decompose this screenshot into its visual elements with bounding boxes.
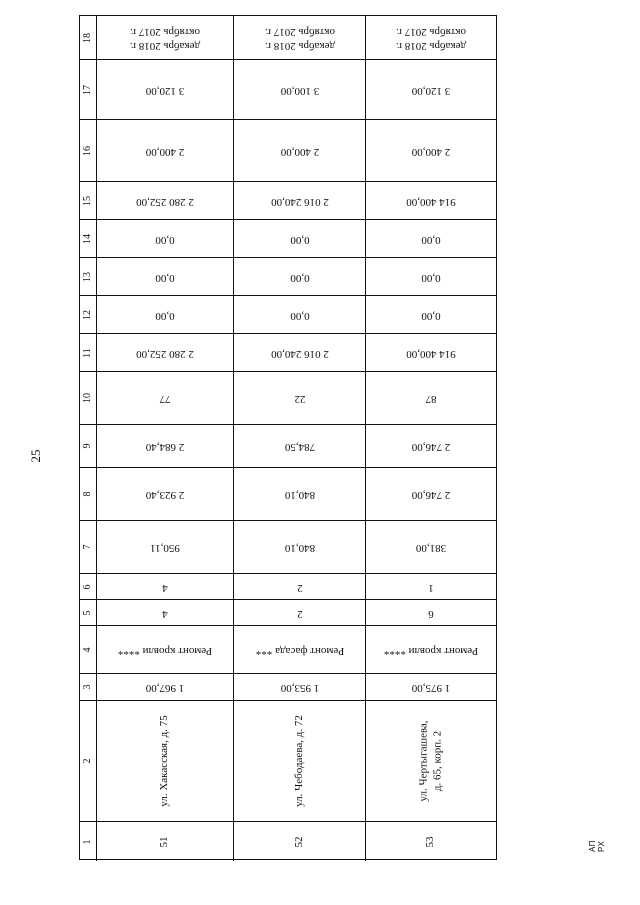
table-cell: [97, 674, 234, 700]
column-number: 16: [81, 145, 93, 156]
table-cell: [234, 701, 366, 821]
cell-value: 840,10: [284, 488, 315, 501]
table-cell: [234, 674, 366, 700]
row-number: 53: [424, 836, 437, 847]
table-cell: [234, 626, 366, 673]
table-cell: [97, 182, 234, 219]
cell-value: 0,00: [289, 309, 310, 322]
table-cell: [97, 574, 234, 599]
table-cell: [234, 334, 366, 371]
table-cell: [366, 334, 496, 371]
table-cell: [97, 521, 234, 573]
cell-value: 2 746,00: [411, 440, 451, 453]
table-cell: [366, 521, 496, 573]
address-line: ул. Чертыгашева,: [417, 720, 430, 802]
work-type: Ремонт фасада ***: [255, 644, 344, 657]
table-cell: [366, 220, 496, 257]
cell-value: 0,00: [421, 271, 441, 284]
cell-value: 2 923,40: [145, 488, 185, 501]
column-number: 7: [81, 544, 93, 550]
table-cell: [366, 822, 496, 861]
cell-value: 0,00: [289, 233, 310, 246]
column-number-cell: [80, 674, 97, 700]
cell-value: 77: [159, 392, 171, 405]
cell-value: 87: [425, 392, 437, 405]
table-cell: [97, 296, 234, 333]
table-cell: [234, 468, 366, 520]
table-cell: [366, 182, 496, 219]
cell-value: 2 280 252,00: [136, 347, 194, 360]
table-row-col11: [80, 334, 496, 372]
period-end: декабрь 2018 г.: [264, 39, 335, 52]
table-row-col7: [80, 521, 496, 574]
column-number-cell: [80, 600, 97, 625]
cell-value: 3 120,00: [145, 84, 185, 97]
period-start: октябрь 2017 г.: [129, 25, 201, 38]
column-number-cell: [80, 626, 97, 673]
table-row-col14: [80, 220, 496, 258]
table-cell: [366, 468, 496, 520]
column-number: 8: [81, 491, 93, 497]
corner-mark: АП РХ: [588, 840, 606, 852]
address-line: ул. Чебодаева, д. 72: [292, 715, 305, 807]
table-cell: [234, 258, 366, 295]
table-cell: [97, 425, 234, 467]
column-number-cell: [80, 574, 97, 599]
table-cell: [234, 574, 366, 599]
cell-value: 2 400,00: [145, 145, 185, 158]
table-row-col4: [80, 626, 496, 674]
period-start: октябрь 2017 г.: [264, 25, 335, 38]
table-cell: [366, 258, 496, 295]
table-row-col8: [80, 468, 496, 521]
cell-value: 914 400,00: [406, 347, 456, 360]
table-cell: [234, 372, 366, 424]
table-cell: [366, 120, 496, 181]
table-cell: [97, 701, 234, 821]
table-cell: [366, 574, 496, 599]
address-cell: [158, 715, 172, 806]
table-row-col13: [80, 258, 496, 296]
cell-value: 0,00: [421, 309, 441, 322]
column-number-cell: [80, 468, 97, 520]
cell-value: 2 280 252,00: [136, 195, 194, 208]
table-cell: [234, 600, 366, 625]
table-row-col18: [80, 16, 496, 60]
cell-value: 4: [162, 607, 168, 620]
table-cell: [234, 120, 366, 181]
table-cell: [234, 296, 366, 333]
table-row-col16: [80, 120, 496, 182]
column-number-cell: [80, 258, 97, 295]
column-number: 18: [81, 32, 93, 43]
cell-value: 3 100,00: [280, 84, 319, 97]
table-cell: [97, 334, 234, 371]
table-row-col2: [80, 701, 496, 822]
cell-value: 1 953,00: [280, 681, 319, 694]
table-cell: [366, 674, 496, 700]
table-cell: [234, 220, 366, 257]
table-row-col10: [80, 372, 496, 425]
table-row-col17: [80, 60, 496, 120]
table-cell: [366, 600, 496, 625]
row-number: 51: [158, 836, 171, 847]
table-row-col6: [80, 574, 496, 600]
table-cell: [366, 16, 496, 59]
cell-value: 4: [162, 581, 168, 594]
table-cell: [234, 521, 366, 573]
column-number: 1: [81, 839, 93, 844]
row-number: 52: [292, 836, 305, 847]
column-number-cell: [80, 182, 97, 219]
cell-value: 2: [296, 607, 303, 620]
table-cell: [366, 296, 496, 333]
cell-value: 1 975,00: [411, 681, 451, 694]
address-line-2: д. 65, корп. 2: [431, 730, 443, 792]
column-number-cell: [80, 521, 97, 573]
cell-value: 2 016 240,00: [270, 195, 329, 208]
table-cell: [234, 16, 366, 59]
table-cell: [234, 425, 366, 467]
cell-value: 6: [428, 607, 434, 620]
column-number: 12: [81, 309, 93, 320]
period-cell: [264, 24, 334, 52]
table-cell: [97, 600, 234, 625]
cell-value: 381,00: [415, 541, 447, 554]
table-cell: [366, 701, 496, 821]
column-number: 6: [81, 584, 93, 589]
table-cell: [97, 120, 234, 181]
column-number-cell: [80, 372, 97, 424]
table-cell: [366, 425, 496, 467]
column-number: 3: [81, 684, 93, 690]
table-cell: [97, 626, 234, 673]
column-number-cell: [80, 425, 97, 467]
column-number: 15: [81, 195, 93, 206]
table-row-col1: [80, 822, 496, 861]
table-cell: [366, 60, 496, 119]
period-start: октябрь 2017 г.: [395, 25, 467, 38]
table-cell: [234, 60, 366, 119]
cell-value: 2 400,00: [411, 145, 451, 158]
period-end: декабрь 2018 г.: [129, 39, 201, 52]
table-cell: [97, 468, 234, 520]
cell-value: 1 967,00: [145, 681, 185, 694]
column-number-cell: [80, 60, 97, 119]
work-type: Ремонт кровли ****: [383, 644, 479, 657]
cell-value: 1: [428, 581, 434, 594]
table-cell: [97, 372, 234, 424]
cell-value: 950,11: [150, 541, 180, 554]
table-cell: [366, 372, 496, 424]
column-number-cell: [80, 822, 97, 861]
table-cell: [234, 182, 366, 219]
cell-value: 0,00: [155, 233, 175, 246]
period-end: декабрь 2018 г.: [395, 39, 467, 52]
column-number-cell: [80, 334, 97, 371]
table-row-col9: [80, 425, 496, 468]
table-row-col3: [80, 674, 496, 701]
column-number: 14: [81, 233, 93, 244]
column-number: 2: [81, 758, 93, 764]
cell-value: 2 746,00: [411, 488, 451, 501]
column-number: 11: [81, 347, 93, 358]
column-number: 9: [81, 443, 93, 449]
cell-value: 0,00: [155, 309, 175, 322]
cell-value: 840,10: [284, 541, 315, 554]
table-row-col5: [80, 600, 496, 626]
column-number-cell: [80, 296, 97, 333]
address-cell: [417, 720, 445, 801]
table-cell: [97, 258, 234, 295]
period-cell: [396, 24, 466, 52]
table-cell: [97, 60, 234, 119]
cell-value: 2: [296, 581, 303, 594]
cell-value: 22: [294, 392, 305, 405]
cell-value: 914 400,00: [406, 195, 456, 208]
column-number: 4: [81, 647, 93, 652]
cell-value: 3 120,00: [411, 84, 451, 97]
cell-value: 0,00: [155, 271, 175, 284]
table-cell: [97, 822, 234, 861]
column-number-cell: [80, 120, 97, 181]
column-number: 10: [81, 393, 93, 403]
column-number-cell: [80, 701, 97, 821]
cell-value: 784,50: [284, 440, 315, 453]
cell-value: 2 016 240,00: [270, 347, 329, 360]
column-number-cell: [80, 220, 97, 257]
address-cell: [293, 715, 307, 807]
work-type: Ремонт кровли ****: [117, 644, 213, 657]
column-number-cell: [80, 16, 97, 59]
column-number: 17: [81, 84, 93, 95]
cell-value: 0,00: [421, 233, 441, 246]
table-cell: [97, 220, 234, 257]
page-number: 25: [28, 449, 43, 463]
cell-value: 2 684,40: [145, 440, 185, 453]
table-cell: [366, 626, 496, 673]
table-row-col15: [80, 182, 496, 220]
table-cell: [234, 822, 366, 861]
address-line: ул. Хакасская, д. 75: [158, 715, 171, 807]
table-cell: [97, 16, 234, 59]
cell-value: 2 400,00: [280, 145, 319, 158]
period-cell: [130, 24, 200, 52]
works-schedule-table: [79, 15, 497, 860]
column-number: 13: [81, 271, 93, 282]
column-number: 5: [81, 610, 93, 615]
table-row-col12: [80, 296, 496, 334]
cell-value: 0,00: [289, 271, 310, 284]
